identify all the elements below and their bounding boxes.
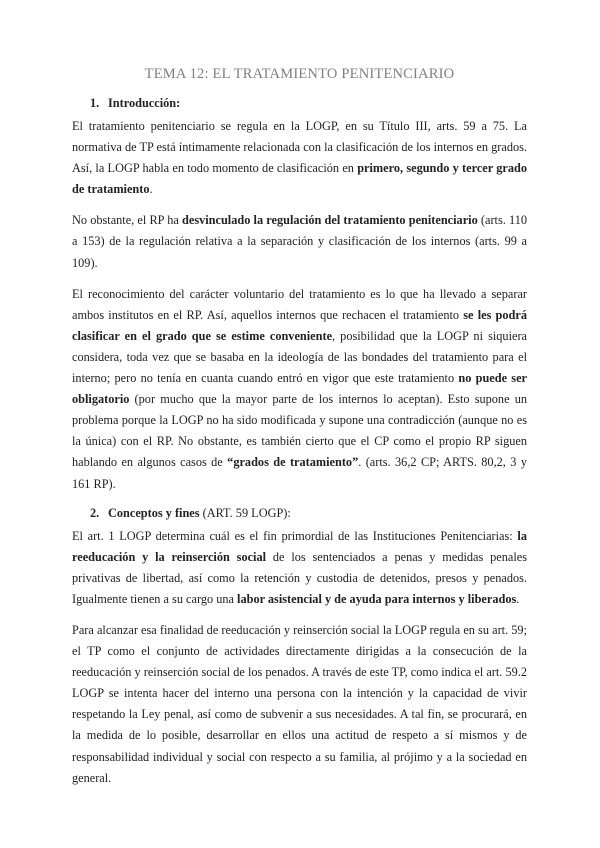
section-number: 1. bbox=[90, 96, 100, 110]
section-number: 2. bbox=[90, 505, 100, 520]
page-title: TEMA 12: EL TRATAMIENTO PENITENCIARIO bbox=[144, 66, 455, 82]
paragraph: El reconocimiento del carácter voluntario del tratamiento es lo que ha llevado a separar ambos institutos en el RP. Así, aquellos internos que rechacen el tratamiento se les podrá clasificar en el grado que se estime conveniente, posibilidad que la LOGP ni siquiera considera, toda vez que se basaba en la ideología de las bondades del tratamiento para el interno; pero no tenía en cuanta cuando entró en vigor que este tratamiento no puede ser obligatorio (por mucho que la mayor parte de los internos lo aceptan). Esto supone un problema porque la LOGP no ha sido modificada y supone una contradicción (aunque no es la única) con el RP. No obstante, es también cierto que el CP como el propio RP siguen hablando en algunos casos de “grados de tratamiento”. (arts. 36,2 CP; ARTS. 80,2, 3 y 161 RP). bbox=[72, 286, 527, 491]
paragraph: Para alcanzar esa finalidad de reeducación y reinserción social la LOGP regula en su art. 59; el TP como el conjunto de actividades directamente dirigidas a la consecución de la reeducación y reinserción social de los penados. A través de este TP, como indica el art. 59.2 LOGP se intenta hacer del interno una persona con la intención y la capacidad de vivir respetando la Ley penal, así como de subvenir a sus necesidades. A tal fin, se procurará, en la medida de lo posible, desarrollar en ellos una actitud de respeto a sí mismos y de responsabilidad individual y social con respecto a su familia, al prójimo y a la sociedad en general. bbox=[72, 622, 527, 785]
section-heading-conceptos bbox=[90, 504, 527, 522]
section-heading-text: Introducción: bbox=[108, 96, 181, 110]
section-heading-suffix: (ART. 59 LOGP): bbox=[199, 505, 291, 520]
paragraph: El art. 1 LOGP determina cuál es el fin primordial de las Instituciones Penitenciarias: la reeducación y la reinserción social de los sentenciados a penas y medidas penales privativas de libertad, así como la retención y custodia de detenidos, presos y penados. Igualmente tienen a su cargo una labor asistencial y de ayuda para internos y liberados. bbox=[72, 528, 527, 606]
section-heading-introduccion bbox=[90, 94, 527, 112]
paragraph: No obstante, el RP ha desvinculado la regulación del tratamiento penitenciario (arts. 110 a 153) de la regulación relativa a la separación y clasificación de los internos (arts. 99 a 109). bbox=[72, 213, 527, 270]
paragraph: El tratamiento penitenciario se regula en la LOGP, en su Título III, arts. 59 a 75. La normativa de TP está íntimamente relacionada con la clasificación de los internos en grados. Así, la LOGP habla en todo momento de clasificación en primero, segundo y tercer grado de tratamiento. bbox=[72, 119, 527, 197]
document-page bbox=[72, 66, 527, 799]
section-heading-text: Conceptos y fines bbox=[108, 505, 200, 520]
